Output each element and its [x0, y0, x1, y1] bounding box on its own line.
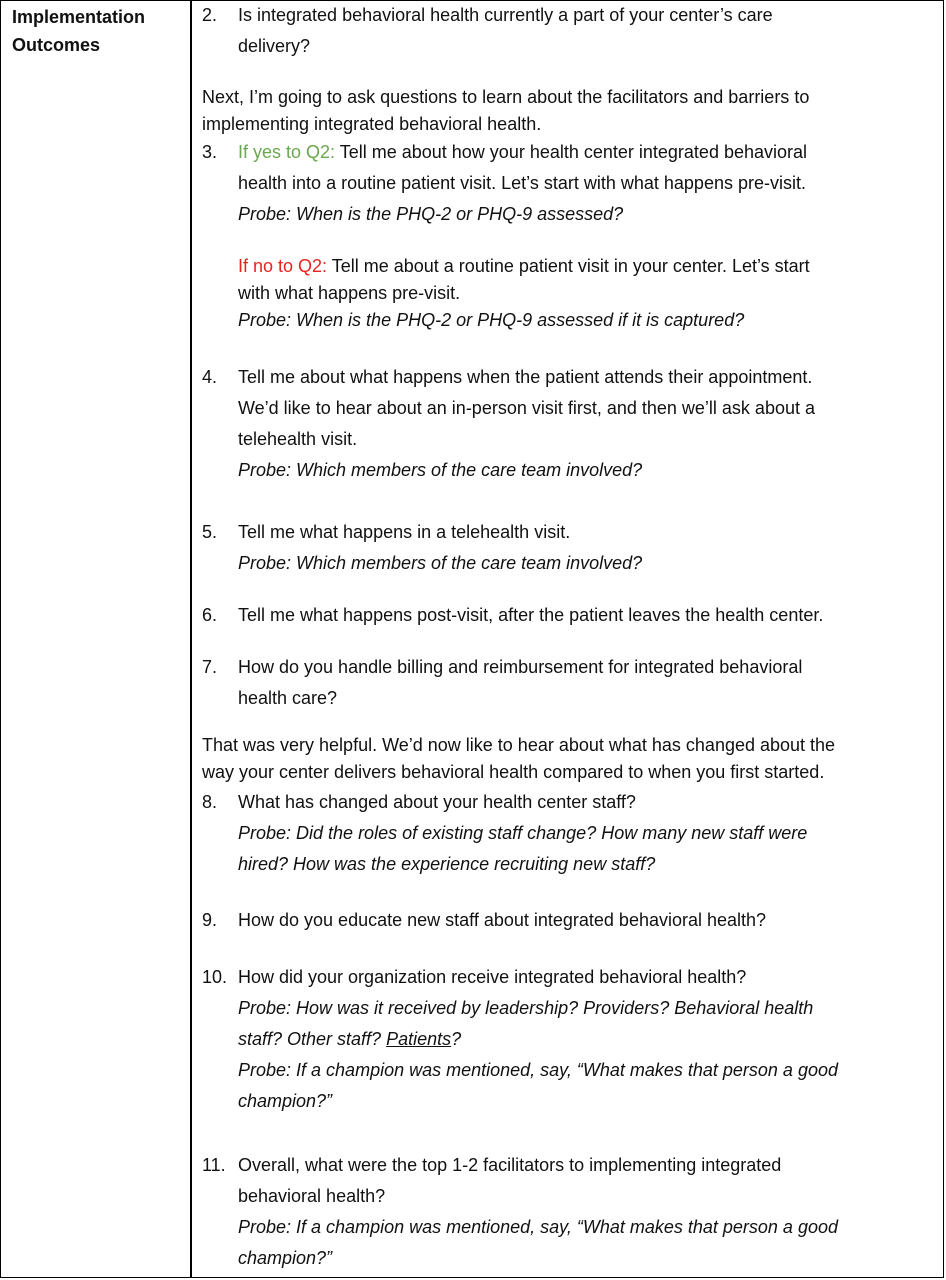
probe-text: Probe: When is the PHQ-2 or PHQ-9 assessed if it is captured? — [238, 310, 745, 330]
question-text — [238, 253, 932, 280]
question-text: behavioral health? — [238, 1186, 386, 1206]
question-7 — [202, 652, 932, 714]
question-8 — [202, 787, 932, 880]
question-2 — [202, 0, 932, 62]
if-yes-label: If yes to Q2: — [238, 142, 336, 162]
probe-text: Probe: Did the roles of existing staff change? How many new staff were — [238, 823, 808, 843]
question-text: We’d like to hear about an in-person visit first, and then we’ll ask about a — [238, 398, 815, 418]
question-text: with what happens pre-visit. — [238, 283, 461, 303]
question-number: 2. — [202, 5, 218, 25]
probe-text: Probe: How was it received by leadership? Providers? Behavioral health — [238, 998, 814, 1018]
question-number: 5. — [202, 522, 218, 542]
paragraph-text: Next, I’m going to ask questions to learn about the facilitators and barriers to — [202, 87, 810, 107]
question-number: 8. — [202, 792, 218, 812]
question-text: How do you educate new staff about integrated behavioral health? — [238, 910, 767, 930]
probe-text: Probe: Which members of the care team involved? — [238, 553, 643, 573]
question-5 — [202, 517, 932, 579]
question-4 — [202, 362, 932, 486]
probe-text-part: ? — [451, 1029, 462, 1049]
question-9 — [202, 905, 932, 936]
probe-text: champion?” — [238, 1248, 333, 1268]
paragraph-text: That was very helpful. We’d now like to hear about what has changed about the — [202, 735, 836, 755]
patients-underlined: Patients — [386, 1029, 452, 1049]
question-text: delivery? — [238, 36, 311, 56]
question-number: 3. — [202, 142, 218, 162]
question-text: Tell me about what happens when the patient attends their appointment. — [238, 367, 813, 387]
question-number: 10. — [202, 967, 228, 987]
probe-text: champion?” — [238, 1091, 333, 1111]
question-number: 6. — [202, 605, 218, 625]
question-11 — [202, 1150, 932, 1274]
question-number: 4. — [202, 367, 218, 387]
question-text: Tell me what happens in a telehealth visit. — [238, 522, 571, 542]
question-text-no: Tell me about a routine patient visit in your center. Let’s start — [327, 256, 810, 276]
question-3-no-branch — [202, 253, 932, 334]
section-label-line2: Outcomes — [12, 35, 101, 55]
question-6 — [202, 600, 932, 631]
question-3 — [202, 137, 932, 230]
probe-text — [238, 1024, 932, 1055]
section-label-line1: Implementation — [12, 7, 146, 27]
question-text: Overall, what were the top 1-2 facilitators to implementing integrated — [238, 1155, 782, 1175]
if-no-label: If no to Q2: — [238, 256, 328, 276]
question-text: Is integrated behavioral health currently a part of your center’s care — [238, 5, 773, 25]
probe-text: hired? How was the experience recruiting new staff? — [238, 854, 656, 874]
probe-text: Probe: If a champion was mentioned, say, “What makes that person a good — [238, 1060, 838, 1080]
question-number: 7. — [202, 657, 218, 677]
question-text — [238, 137, 932, 168]
question-text: health into a routine patient visit. Let’s start with what happens pre-visit. — [238, 173, 806, 193]
probe-text: Probe: If a champion was mentioned, say, “What makes that person a good — [238, 1217, 838, 1237]
section-label — [12, 3, 182, 59]
question-10 — [202, 962, 932, 1117]
question-number: 9. — [202, 910, 218, 930]
question-text-yes: Tell me about how your health center integrated behavioral — [335, 142, 808, 162]
question-number: 11. — [202, 1155, 226, 1175]
question-text: Tell me what happens post-visit, after the patient leaves the health center. — [238, 605, 824, 625]
probe-text: Probe: When is the PHQ-2 or PHQ-9 assessed? — [238, 204, 624, 224]
column-divider — [190, 0, 192, 1278]
probe-text-part: staff? Other staff? — [238, 1029, 387, 1049]
probe-text: Probe: Which members of the care team involved? — [238, 460, 643, 480]
intro-paragraph-2 — [202, 732, 932, 786]
question-text: How do you handle billing and reimbursement for integrated behavioral — [238, 657, 803, 677]
paragraph-text: implementing integrated behavioral health. — [202, 114, 542, 134]
question-text: health care? — [238, 688, 338, 708]
intro-paragraph-1 — [202, 84, 932, 138]
question-text: telehealth visit. — [238, 429, 358, 449]
question-text: What has changed about your health center staff? — [238, 792, 636, 812]
paragraph-text: way your center delivers behavioral health compared to when you first started. — [202, 762, 825, 782]
question-text: How did your organization receive integrated behavioral health? — [238, 967, 747, 987]
